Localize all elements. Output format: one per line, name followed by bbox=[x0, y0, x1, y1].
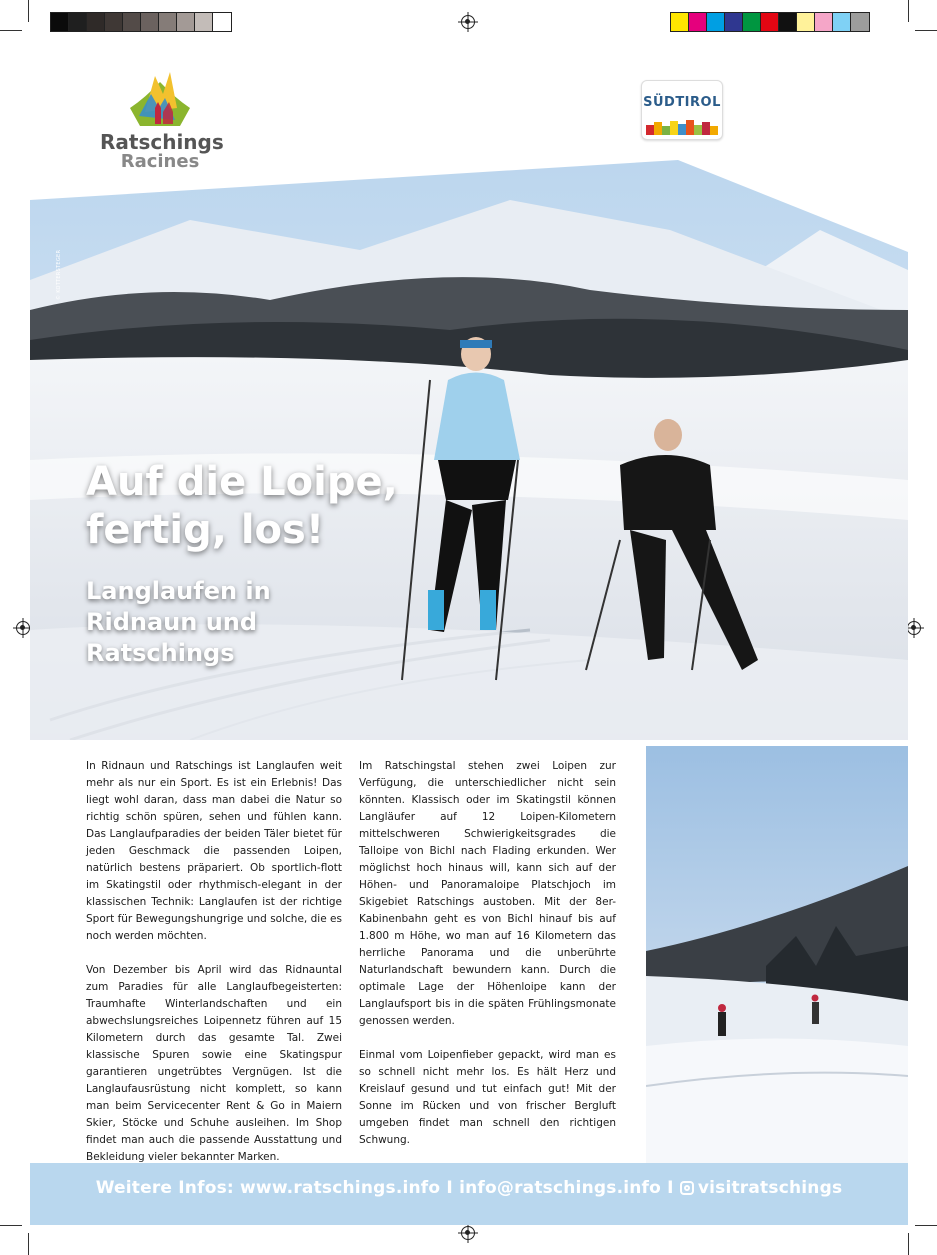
color-swatch bbox=[671, 13, 689, 31]
color-swatch bbox=[851, 13, 869, 31]
ratschings-logo-mark bbox=[125, 68, 195, 130]
footer-label: Weitere Infos: bbox=[95, 1178, 234, 1198]
footer-info-bar bbox=[30, 1163, 908, 1225]
article-column-1 bbox=[86, 758, 342, 1183]
brand-name-secondary: Racines bbox=[120, 151, 200, 172]
color-swatch bbox=[797, 13, 815, 31]
crop-mark bbox=[908, 0, 909, 22]
color-swatch bbox=[815, 13, 833, 31]
grayscale-swatch-bar bbox=[50, 12, 232, 32]
suedtirol-badge-text: SÜDTIROL bbox=[643, 95, 721, 110]
color-swatch bbox=[123, 13, 141, 31]
article-paragraph: In Ridnaun und Ratschings ist Langlaufen weit mehr als nur ein Sport. Es ist ein Erlebnis! Das liegt wohl daran, dass man dabei die Natur so richtig schön spüren, sehen und fühlen kann. Das Langlaufparadies der beiden Täler bietet für jeden Geschmack die passenden Loipen, natürlich bestens präpariert. Ob sportlich-flott im Skatingstil oder rhythmisch-elegant in der klassischen Technik: Langlaufen ist der richtige Sport für Bewegungshungrige und solche, die es noch werden möchten. bbox=[86, 760, 342, 942]
color-swatch bbox=[213, 13, 231, 31]
color-swatch bbox=[69, 13, 87, 31]
instagram-icon bbox=[680, 1181, 694, 1195]
color-swatch bbox=[833, 13, 851, 31]
photo-credit: © KOTTERSTEGER bbox=[56, 249, 62, 300]
crop-mark bbox=[915, 1225, 937, 1226]
article-paragraph: Von Dezember bis April wird das Ridnauntal zum Paradies für alle Langlaufbegeisterten: Traumhafte Winterlandschaften und ein abwechslungsreiches Loipennetz führen auf 15 Kilometern durch das gesamte Tal. Zwei klassische Spuren sowie eine Skatingspur garantieren ungetrübtes Vergnügen. Ist die Langlaufausrüstung nicht komplett, so kann man beim Servicecenter Rent & Go in Maiern Skier, Stöcke und Schuhe ausleihen. Im Shop findet man auch die passende Ausstattung und Bekleidung vieler bekannter Marken. bbox=[86, 964, 342, 1163]
crop-mark bbox=[0, 1225, 22, 1226]
color-swatch-bar bbox=[670, 12, 870, 32]
color-swatch bbox=[689, 13, 707, 31]
brand-name-primary: Ratschings bbox=[100, 130, 224, 154]
footer-separator: I bbox=[446, 1178, 453, 1198]
hero-subheadline: Langlaufen in Ridnaun und Ratschings bbox=[86, 577, 271, 667]
side-photo-skiers-in-valley bbox=[646, 746, 908, 1163]
color-swatch bbox=[743, 13, 761, 31]
color-swatch bbox=[159, 13, 177, 31]
registration-mark-bottom bbox=[461, 1226, 475, 1240]
color-swatch bbox=[105, 13, 123, 31]
registration-mark-top bbox=[461, 15, 475, 29]
color-swatch bbox=[51, 13, 69, 31]
registration-mark-right bbox=[907, 621, 921, 635]
color-swatch bbox=[707, 13, 725, 31]
article-paragraph: Einmal vom Loipenfieber gepackt, wird man es so schnell nicht mehr los. Es hält Herz und Kreislauf gesund und tut einfach gut! Mit der Sonne im Rücken und von frischer Bergluft umgeben findet man schnell den richtigen Schwung. bbox=[359, 1049, 616, 1146]
suedtirol-stripes-icon bbox=[646, 119, 718, 135]
footer-instagram-handle[interactable]: visitratschings bbox=[697, 1178, 843, 1198]
color-swatch bbox=[195, 13, 213, 31]
article-paragraph: Im Ratschingstal stehen zwei Loipen zur Verfügung, die unterschiedlicher nicht sein könnten. Klassisch oder im Skatingstil können Langläufer auf 12 Loipen-Kilometern mittelschweren Schwierigkeitsgrades die Talloipe von Bichl nach Flading erkunden. Wer möglichst hoch hinaus will, kann sich auf der Höhen- und Panoramaloipe Platschjoch im Skigebiet Ratschings austoben. Mit der 8er-Kabinenbahn geht es von Bichl hinauf bis auf 1.800 m Höhe, wo man auf 16 Kilometern das herrliche Panorama und die unberührte Naturlandschaft bewundern kann. Durch die optimale Lage der Höhenloipe kann der Langlaufsport bis in die späten Frühlingsmonate genossen werden. bbox=[359, 760, 616, 1027]
footer-separator: I bbox=[667, 1178, 674, 1198]
crop-mark bbox=[915, 30, 937, 31]
footer-website-link[interactable]: www.ratschings.info bbox=[240, 1178, 441, 1198]
crop-mark bbox=[28, 1233, 29, 1255]
registration-mark-left bbox=[16, 621, 30, 635]
hero-headline: Auf die Loipe, fertig, los! bbox=[86, 459, 398, 553]
suedtirol-badge bbox=[641, 80, 723, 140]
crop-mark bbox=[28, 0, 29, 22]
crop-mark bbox=[0, 30, 22, 31]
color-swatch bbox=[87, 13, 105, 31]
footer-email-link[interactable]: info@ratschings.info bbox=[459, 1178, 662, 1198]
color-swatch bbox=[779, 13, 797, 31]
footer-contact-line bbox=[30, 1178, 908, 1198]
article-column-2 bbox=[359, 758, 616, 1166]
color-swatch bbox=[761, 13, 779, 31]
color-swatch bbox=[177, 13, 195, 31]
color-swatch bbox=[725, 13, 743, 31]
crop-mark bbox=[908, 1233, 909, 1255]
color-swatch bbox=[141, 13, 159, 31]
